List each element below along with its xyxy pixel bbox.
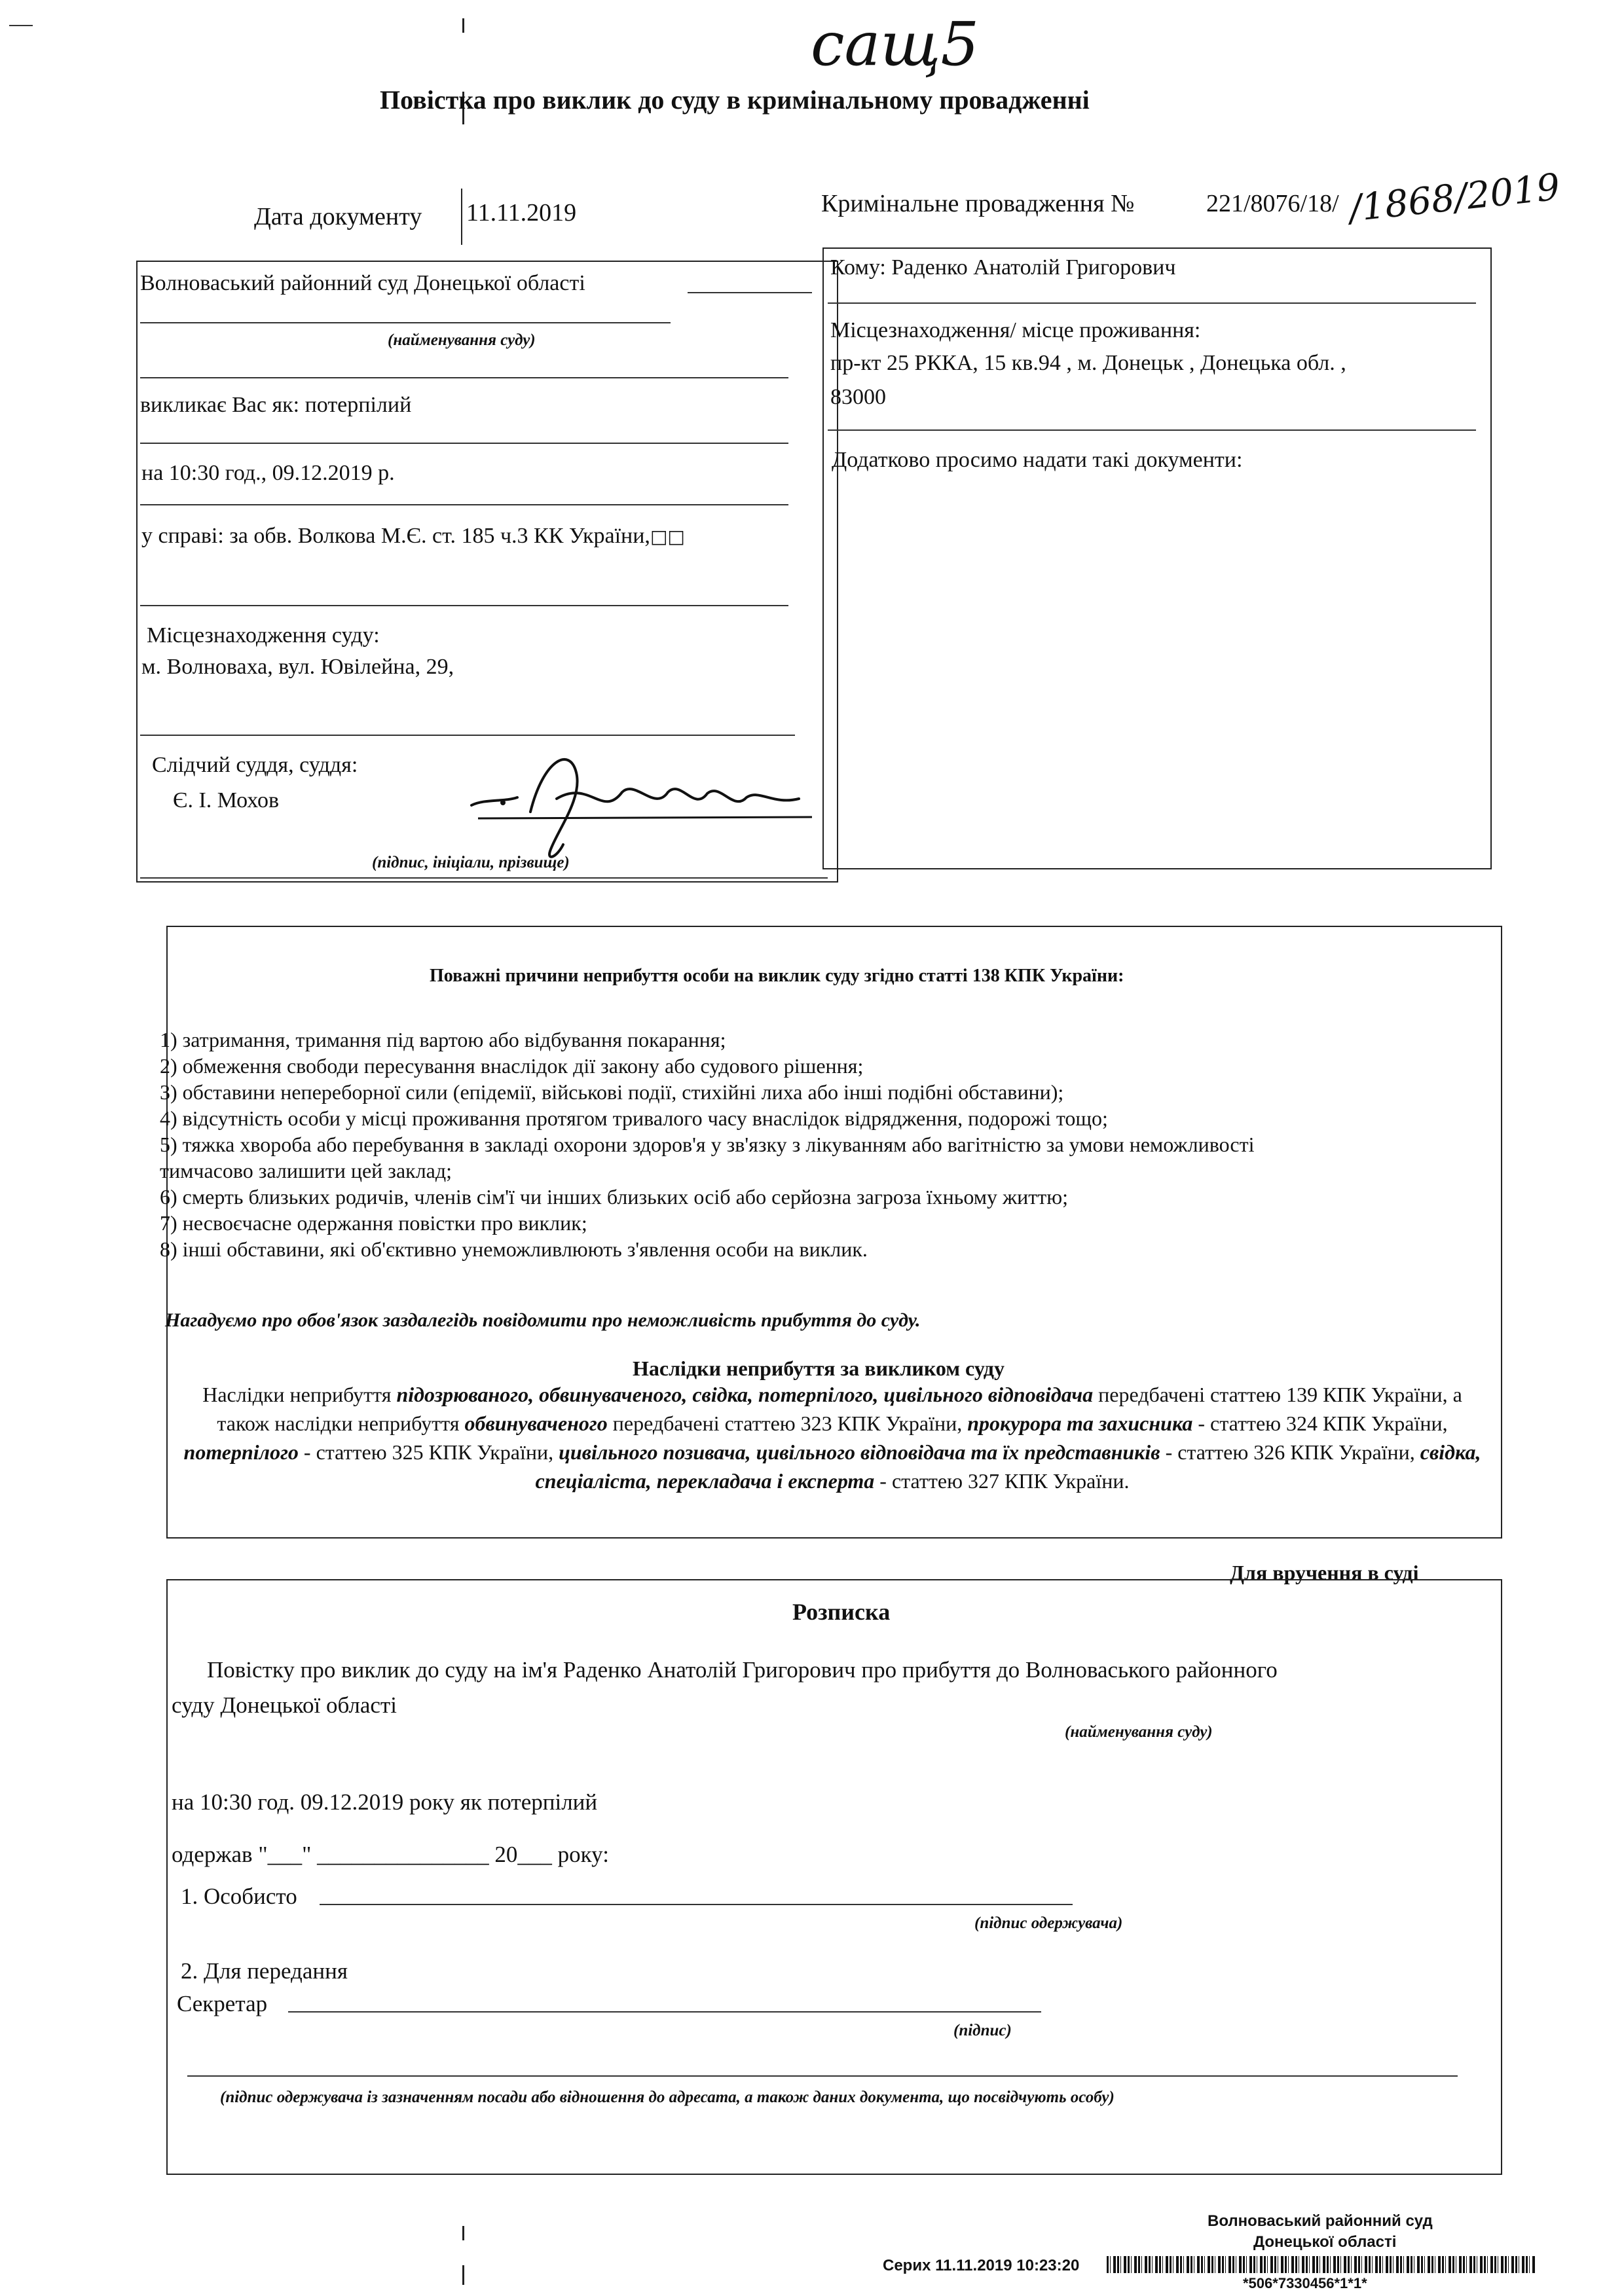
receipt-secretary: Секретар	[177, 1991, 268, 2016]
receipt-received: одержав "___" _______________ 20___ року:	[172, 1842, 609, 1867]
cons-part: - статтею 326 КПК України,	[1160, 1440, 1420, 1464]
signature-line	[187, 2075, 1458, 2077]
footer-court: Волноваський районний суд	[1208, 2212, 1433, 2230]
cons-emph: потерпілого	[183, 1440, 299, 1464]
signature-line	[288, 2011, 1041, 2013]
receipt-time: на 10:30 год. 09.12.2019 року як потерпілий	[172, 1789, 598, 1815]
court-name-line	[140, 322, 671, 323]
corner-mark	[9, 25, 33, 26]
scan-mark	[462, 18, 464, 33]
cons-part: - статтею 327 КПК України.	[874, 1469, 1130, 1493]
cons-part: - статтею 325 КПК України,	[298, 1440, 559, 1464]
footer-region: Донецької області	[1253, 2233, 1397, 2251]
reason-item: 4) відсутність особи у місці проживання протягом тривалого часу внаслідок відрядження, подорожі тощо;	[160, 1106, 1108, 1130]
barcode-text: *506*7330456*1*1*	[1243, 2275, 1367, 2291]
consequences-title: Наслідки неприбуття за викликом суду	[633, 1357, 1005, 1380]
case-handwritten: /1868/2019	[1347, 166, 1562, 230]
scan-mark	[462, 2265, 464, 2285]
receipt-title: Розписка	[792, 1599, 891, 1625]
reminder: Нагадуємо про обов'язок заздалегідь повідомити про неможливість прибуття до суду.	[165, 1309, 921, 1331]
reason-item: 2) обмеження свободи пересування внаслідок дії закону або судового рішення;	[160, 1054, 864, 1078]
field-line	[140, 443, 788, 444]
field-line	[828, 302, 1476, 304]
court-name-underline	[688, 292, 812, 293]
signature-line	[320, 1904, 1073, 1905]
judge-caption: (підпис, ініціали, прізвище)	[372, 854, 570, 871]
cons-part: - статтею 324 КПК України,	[1192, 1412, 1448, 1435]
field-line	[140, 377, 788, 378]
date-divider	[461, 189, 462, 245]
cons-emph: обвинуваченого	[464, 1412, 608, 1435]
field-line	[140, 504, 788, 505]
page-title: Повістка про виклик до суду в кримінальному провадженні	[380, 85, 1090, 115]
cons-emph: свідка, спеціаліста, перекладача і експерта	[535, 1440, 1481, 1493]
case-label: Кримінальне провадження №	[821, 190, 1135, 217]
judge-label: Слідчий суддя, суддя:	[152, 753, 358, 777]
field-line	[828, 429, 1476, 431]
bottom-caption: (підпис одержувача із зазначенням посади або відношення до адресата, а також даних документа, що посвідчують особу)	[220, 2088, 1115, 2106]
judge-name: Є. І. Мохов	[173, 788, 280, 812]
case-description-glyphs: □□	[650, 526, 685, 547]
receipt-court-caption: (найменування суду)	[1065, 1723, 1213, 1741]
reason-item: 1) затримання, тримання під вартою або відбування покарання;	[160, 1028, 726, 1051]
cons-part: передбачені статтею 139 КПК України, а також наслідки неприбуття	[217, 1383, 1462, 1435]
reason-item: 6) смерть близьких родичів, членів сім'ї чи інших близьких осіб або серйозна загроза їхньому життю;	[160, 1185, 1069, 1209]
receipt-transfer: 2. Для передання	[181, 1958, 348, 1984]
summons-as: викликає Вас як: потерпілий	[140, 393, 412, 417]
court-location: м. Волноваха, вул. Ювілейна, 29,	[141, 655, 454, 679]
footer-stamp: Серих 11.11.2019 10:23:20	[883, 2257, 1080, 2274]
summons-time: на 10:30 год., 09.12.2019 р.	[141, 461, 395, 485]
court-name: Волноваський районний суд Донецької області	[140, 271, 585, 295]
reason-item: тимчасово залишити цей заклад;	[160, 1159, 452, 1182]
reason-item: 5) тяжка хвороба або перебування в закладі охорони здоров'я у зв'язку з лікуванням або вагітністю за умови неможливості	[160, 1133, 1255, 1156]
residence-line1: пр-кт 25 РККА, 15 кв.94 , м. Донецьк , Донецька обл. ,	[830, 351, 1346, 375]
recipient: Кому: Раденко Анатолій Григорович	[830, 255, 1176, 280]
handwritten-note: сащ5	[811, 9, 979, 79]
doc-date-label: Дата документу	[254, 203, 422, 230]
scan-mark	[462, 2226, 464, 2240]
reason-item: 7) несвоєчасне одержання повістки про виклик;	[160, 1211, 587, 1235]
residence-label: Місцезнаходження/ місце проживання:	[830, 318, 1201, 342]
reason-item: 3) обставини непереборної сили (епідемії, військові події, стихійні лиха або інші подібні обставини);	[160, 1080, 1064, 1104]
field-line	[140, 877, 828, 879]
for-court-label: Для вручення в суді	[1230, 1561, 1419, 1584]
cons-emph: цивільного позивача, цивільного відповідача та їх представників	[559, 1440, 1160, 1464]
court-location-label: Місцезнаходження суду:	[147, 623, 380, 647]
field-line	[140, 605, 788, 606]
reasons-title: Поважні причини неприбуття особи на виклик суду згідно статті 138 КПК України:	[430, 966, 1124, 986]
personal-caption: (підпис одержувача)	[974, 1914, 1123, 1932]
signature-caption: (підпис)	[953, 2022, 1012, 2039]
consequences-text	[174, 1380, 1490, 1495]
case-number: 221/8076/18/	[1206, 190, 1339, 217]
cons-part: передбачені статтею 323 КПК України,	[607, 1412, 968, 1435]
cons-emph: прокурора та захисника	[967, 1412, 1193, 1435]
cons-part: Наслідки неприбуття	[202, 1383, 397, 1406]
receipt-line1: Повістку про виклик до суду на ім'я Раденко Анатолій Григорович про прибуття до Волноваського районного	[207, 1657, 1278, 1683]
cons-emph: підозрюваного, обвинуваченого, свідка, потерпілого, цивільного відповідача	[396, 1383, 1094, 1406]
doc-date: 11.11.2019	[466, 199, 577, 227]
receipt-line2: суду Донецької області	[172, 1692, 397, 1718]
residence-line2: 83000	[830, 385, 886, 409]
barcode	[1107, 2256, 1536, 2273]
reasons-list	[160, 1027, 1254, 1262]
case-description-text: у справі: за обв. Волкова М.Є. ст. 185 ч.3 КК України,	[141, 524, 650, 548]
reason-item: 8) інші обставини, які об'єктивно унеможливлюють з'явлення особи на виклик.	[160, 1237, 868, 1261]
case-description	[141, 522, 685, 551]
court-name-caption: (найменування суду)	[388, 331, 536, 349]
additional-documents: Додатково просимо надати такі документи:	[832, 448, 1243, 472]
receipt-personal: 1. Особисто	[181, 1884, 297, 1909]
